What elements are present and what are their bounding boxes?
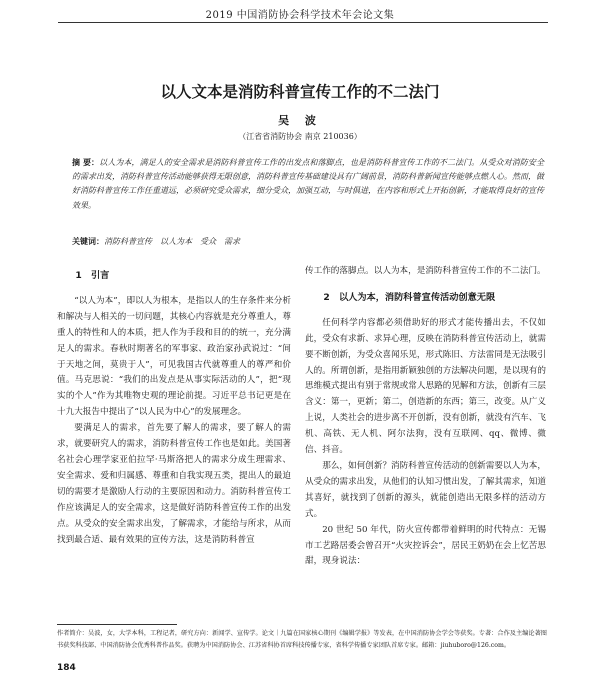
- paragraph: 那么，如何创新？消防科普宣传活动的创新需要以人为本，从受众的需求出发，从他们的认知习惯出发，了解其需求，知道其喜好，就找到了创新的源头，就能创造出无限多样的活动方式。: [305, 460, 546, 519]
- header-rule: [58, 22, 548, 23]
- right-column: [305, 264, 546, 570]
- abstract-label: 摘 要：: [72, 157, 100, 167]
- paragraph: 20 世纪 50 年代，防火宣传都带着鲜明的时代特点：无锡市工艺路居委会曾召开“火灾控诉会”，居民王奶奶在会上忆苦思甜，现身说法：: [305, 524, 546, 567]
- left-column: [57, 264, 291, 548]
- footnote-rule: [57, 624, 177, 625]
- running-head: 2019 中国消防协会科学技术年会论文集: [205, 10, 395, 21]
- paragraph-continuation: 传工作的落脚点。以人为本，是消防科普宣传工作的不二法门。: [305, 266, 546, 276]
- keywords-label: 关键词：: [72, 236, 104, 246]
- paragraph: “以人为本”，即以人为根本，是指以人的生存条件来分析和解决与人相关的一切问题，其核心内容就是充分尊重人，尊重人的特性和人的本质，把人作为手段和目的的统一，充分满足人的需求。春秋时期著名的军事家、政治家孙武说过：“间于天地之间，莫贵于人”，可见我国古代就尊重人的尊严和价值。马克思说：“我们的出发点是从事实际活动的人”，把“现实的个人”作为其唯物史观的理论前提。习近平总书记更是在十九大报告中提出了“以人民为中心”的发展理念。: [57, 295, 291, 418]
- affiliation: （江省省消防协会 南京 210036）: [238, 132, 362, 141]
- keywords-text: 消防科普宣传 以人为本 受众 需求: [104, 237, 240, 246]
- paragraph: 任何科学内容都必须借助好的形式才能传播出去，不仅如此，受众有求新、求异心理，反映在消防科普宣传活动上，就需要不断创新，为受众喜闻乐见，形式陈旧、方法雷同是无法吸引人的。所谓创新，是指用新颖独创的方法解决问题，是以现有的思维模式提出有别于常规或常人思路的见解和方法，创新有三层含义：第一，更新；第二，创造新的东西；第三，改变。从广义上说，人类社会的进步离不开创新，没有创新，就没有汽车、飞机、高铁、无人机、阿尔法狗，没有互联网、qq、微博、微信、抖音。: [305, 317, 546, 456]
- author-footnote: 作者简介：吴波，女，大学本科，工程记者，研究方向：新闻学、宣传学。论文｜九篇在国家核心期刊《编辑学报》等发表，在中国消防协会学会等获奖。专著：合作及主编论著图书获奖科技部、中国消防协会优秀科普作品奖。获聘为中国消防协会、江苏省科协首席科技传播专家，省科学传播专家团队首席专家。邮箱：jiuhuboro@126.com。: [57, 630, 547, 649]
- section-1-heading: 1 引言: [75, 270, 110, 281]
- author: 吴 波: [278, 114, 322, 127]
- keywords: [72, 236, 544, 247]
- abstract-text: 以人为本，满足人的安全需求是消防科普宣传工作的出发点和落脚点，也是消防科普宣传工作的不二法门。从受众对消防安全的需求出发，消防科普宣传活动能够获得无限创意，消防科普宣传基础建设具有广阔前景，消防科普新闻宣传能够点燃人心。然而，做好消防科普宣传工作任重道远，必须研究受众需求，细分受众，加强互动，与时俱进，在内容和形式上开拓创新，才能取得良好的宣传效果。: [72, 158, 544, 210]
- section-2-heading: 2 以人为本，消防科普宣传活动创意无限: [323, 291, 496, 303]
- paragraph: 要满足人的需求，首先要了解人的需求，要了解人的需求，就要研究人的需求，消防科普宣传工作也是如此。美国著名社会心理学家亚伯拉罕·马斯洛把人的需求分成生理需求、安全需求、爱和归属感、尊重和自我实现五类，提出人的最迫切的需要才是激励人行动的主要原因和动力。消防科普宣传工作应该满足人的安全需求，这是做好消防科普宣传工作的出发点。从受众的安全需求出发，了解需求，才能给与所求，从而找到最合适、最有效果的宣传方法，这是消防科普宣: [57, 423, 291, 545]
- paper-title: 以人文本是消防科普宣传工作的不二法门: [160, 83, 440, 101]
- page-number: 184: [57, 663, 76, 673]
- abstract: [72, 155, 544, 213]
